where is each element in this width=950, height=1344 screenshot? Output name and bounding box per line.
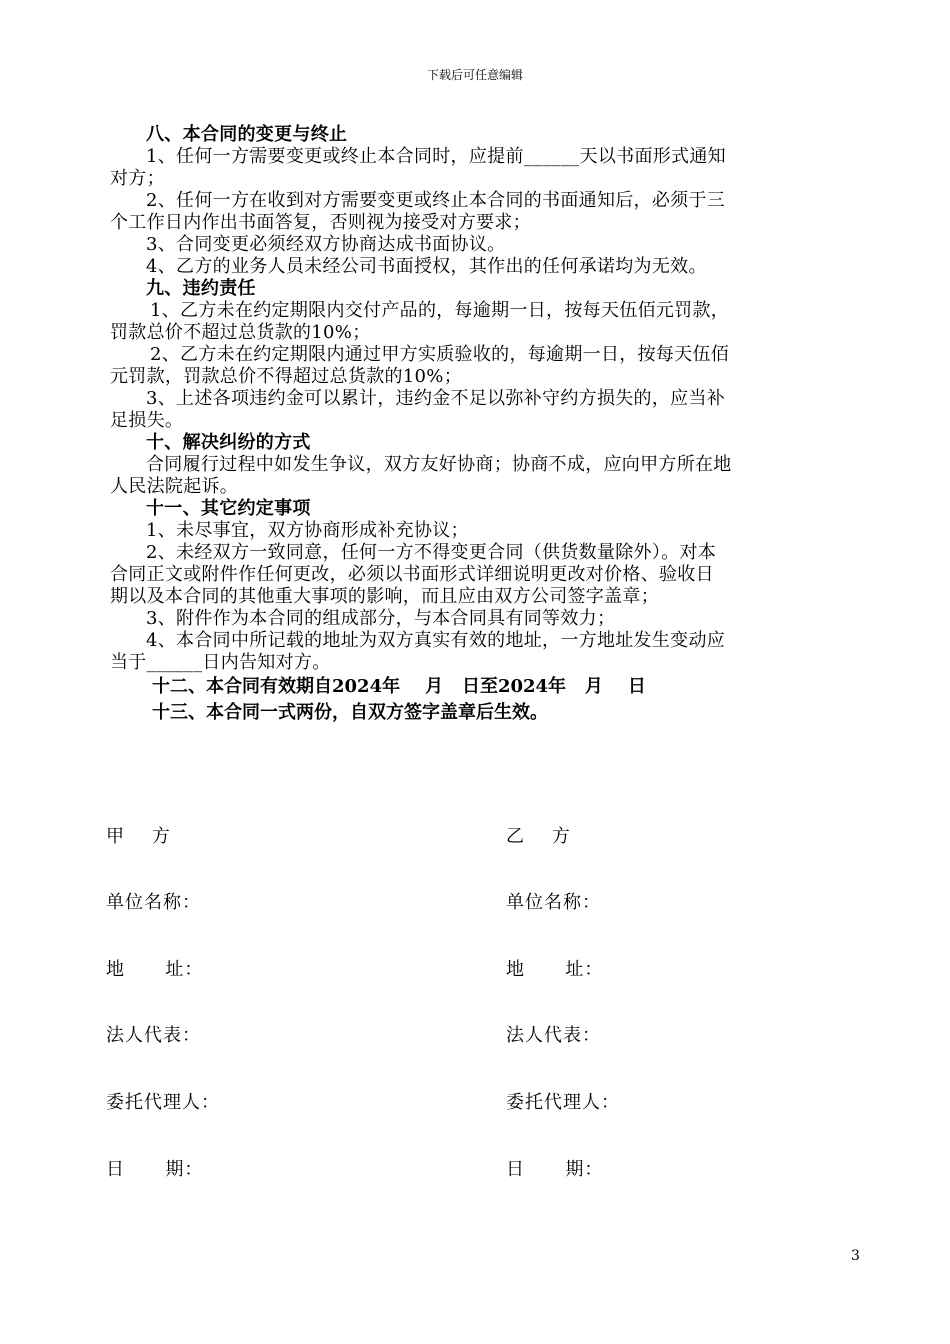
party-b-legal-rep: 法人代表： bbox=[506, 1025, 601, 1046]
party-b-date: 日 期： bbox=[506, 1159, 604, 1180]
clause-8-3: 3、合同变更必须经双方协商达成书面协议。 bbox=[146, 234, 506, 255]
party-b-label: 乙 方 bbox=[506, 826, 571, 847]
party-a-company: 单位名称： bbox=[106, 892, 201, 913]
page-number: 3 bbox=[851, 1248, 860, 1264]
clause-11-2: 2、未经双方一致同意，任何一方不得变更合同（供货数量除外）。对本 bbox=[146, 542, 717, 563]
section-13-copies: 十三、本合同一式两份，自双方签字盖章后生效。 bbox=[152, 702, 548, 723]
clause-9-3-cont: 足损失。 bbox=[110, 410, 184, 431]
clause-11-4: 4、本合同中所记载的地址为双方真实有效的地址，一方地址发生变动应 bbox=[146, 630, 726, 651]
clause-9-3: 3、上述各项违约金可以累计，违约金不足以弥补守约方损失的，应当补 bbox=[146, 388, 726, 409]
clause-8-1: 1、任何一方需要变更或终止本合同时，应提前______天以书面形式通知 bbox=[146, 146, 726, 167]
section-10-title: 十、解决纠纷的方式 bbox=[146, 432, 311, 453]
party-a-label: 甲 方 bbox=[106, 826, 171, 847]
clause-11-2-cont: 合同正文或附件作任何更改，必须以书面形式详细说明更改对价格、验收日 bbox=[110, 564, 714, 585]
section-9-title: 九、违约责任 bbox=[146, 278, 256, 299]
clause-9-2: 2、乙方未在约定期限内通过甲方实质验收的，每逾期一日，按每天伍佰 bbox=[150, 344, 730, 365]
clause-11-4-cont: 当于______日内告知对方。 bbox=[110, 652, 331, 673]
clause-10: 合同履行过程中如发生争议，双方友好协商；协商不成，应向甲方所在地 bbox=[146, 454, 732, 475]
clause-8-2-cont: 个工作日内作出书面答复，否则视为接受对方要求； bbox=[110, 212, 531, 233]
clause-8-4: 4、乙方的业务人员未经公司书面授权，其作出的任何承诺均为无效。 bbox=[146, 256, 707, 277]
page-header: 下载后可任意编辑 bbox=[426, 68, 523, 82]
clause-9-2-cont: 元罚款，罚款总价不得超过总货款的10%； bbox=[110, 366, 463, 387]
clause-9-1: 1、乙方未在约定期限内交付产品的，每逾期一日，按每天伍佰元罚款， bbox=[150, 300, 730, 321]
clause-10-cont: 人民法院起诉。 bbox=[110, 476, 239, 497]
party-b-agent: 委托代理人： bbox=[506, 1092, 620, 1113]
contract-body bbox=[110, 124, 860, 726]
section-11-title: 十一、其它约定事项 bbox=[146, 498, 311, 519]
section-12-validity: 十二、本合同有效期自2024年 月 日至2024年 月 日 bbox=[152, 676, 646, 697]
party-a-legal-rep: 法人代表： bbox=[106, 1025, 201, 1046]
party-a-address: 地 址： bbox=[106, 959, 204, 980]
clause-8-1-cont: 对方； bbox=[110, 168, 165, 189]
party-b-company: 单位名称： bbox=[506, 892, 601, 913]
clause-11-3: 3、附件作为本合同的组成部分，与本合同具有同等效力； bbox=[146, 608, 616, 629]
party-b-address: 地 址： bbox=[506, 959, 604, 980]
clause-9-1-cont: 罚款总价不超过总货款的10%； bbox=[110, 322, 371, 343]
party-a-agent: 委托代理人： bbox=[106, 1092, 220, 1113]
section-8-title: 八、本合同的变更与终止 bbox=[146, 124, 348, 145]
clause-8-2: 2、任何一方在收到对方需要变更或终止本合同的书面通知后，必须于三 bbox=[146, 190, 726, 211]
clause-11-1: 1、未尽事宜，双方协商形成补充协议； bbox=[146, 520, 469, 541]
clause-11-2-cont2: 期以及本合同的其他重大事项的影响，而且应由双方公司签字盖章； bbox=[110, 586, 659, 607]
party-a-date: 日 期： bbox=[106, 1159, 204, 1180]
